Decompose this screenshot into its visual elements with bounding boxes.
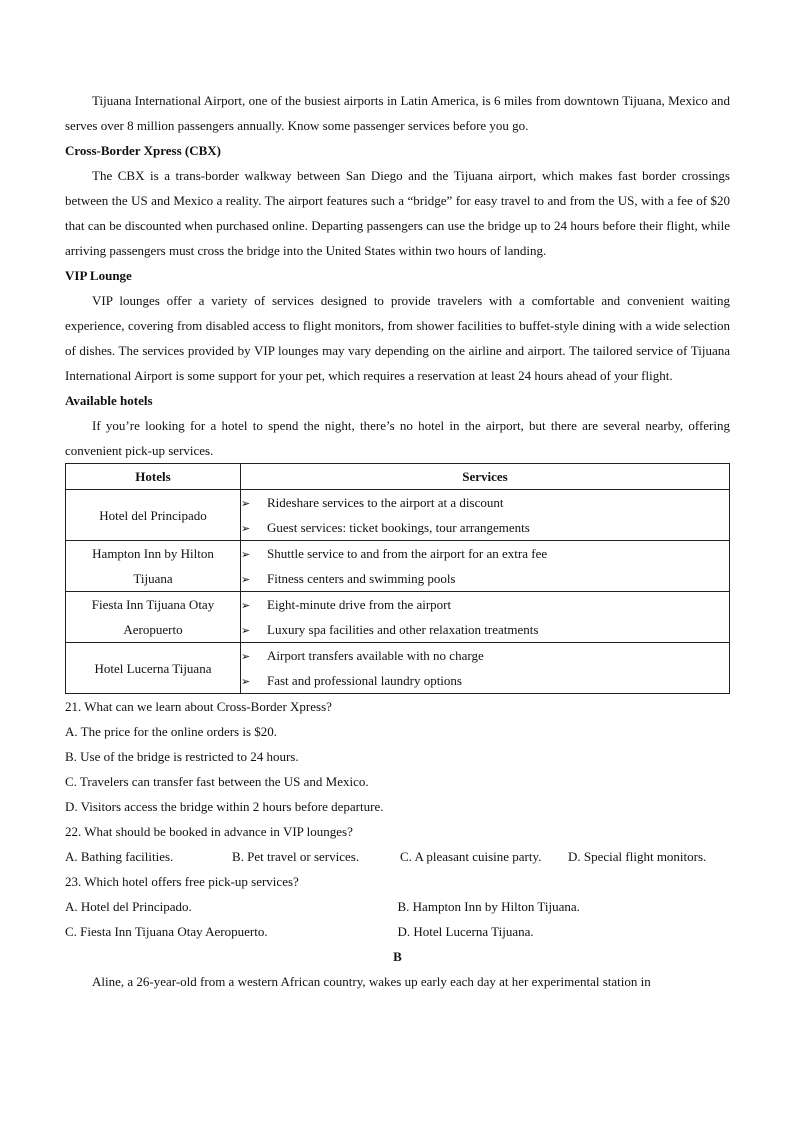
question-23-option-b: B. Hampton Inn by Hilton Tijuana. (397, 899, 580, 914)
service-text: Airport transfers available with no charge (267, 648, 484, 663)
hotel-name-text: Hampton Inn by Hilton Tijuana (92, 546, 214, 586)
table-row (66, 592, 730, 643)
question-23-options-row2 (65, 919, 730, 944)
intro-paragraph: Tijuana International Airport, one of the busiest airports in Latin America, is 6 miles from downtown Tijuana, Mexico and serves over 8 million passengers annually. Know some passenger services before you go. (65, 93, 730, 133)
hotel-name (66, 592, 241, 643)
service-text: Fitness centers and swimming pools (267, 571, 456, 586)
question-21-option-c: C. Travelers can transfer fast between the US and Mexico. (65, 774, 369, 789)
arrow-bullet-icon: ➢ (241, 650, 251, 663)
service-item (241, 490, 729, 515)
table-header-row (66, 464, 730, 490)
table-row (66, 643, 730, 694)
hotel-name-text: Fiesta Inn Tijuana Otay Aeropuerto (91, 597, 215, 637)
question-22-option-c: C. A pleasant cuisine party. (400, 849, 542, 864)
section-body-vip: VIP lounges offer a variety of services designed to provide travelers with a comfortable and convenient waiting experience, covering from disabled access to flight monitors, from shower facilities to buffet-style dining with a wide selection of dishes. The services provided by VIP lounges may vary depending on the airline and airport. The tailored service of Tijuana International Airport is some support for your pet, which requires a reservation at least 24 hours ahead of your flight. (65, 293, 730, 383)
passage-b-start: Aline, a 26-year-old from a western African country, wakes up early each day at her experimental station in (92, 974, 651, 989)
question-23-option-c: C. Fiesta Inn Tijuana Otay Aeropuerto. (65, 924, 268, 939)
question-22-option-b: B. Pet travel or services. (232, 849, 360, 864)
arrow-bullet-icon: ➢ (241, 522, 251, 535)
hotel-name: Hotel del Principado (66, 490, 241, 541)
header-services: Services (241, 464, 730, 490)
hotel-name: Hotel Lucerna Tijuana (66, 643, 241, 694)
hotels-table (65, 463, 730, 694)
service-item (241, 541, 729, 566)
service-text: Fast and professional laundry options (267, 673, 462, 688)
service-item (241, 668, 729, 693)
hotel-services (241, 592, 730, 643)
section-heading-hotels: Available hotels (65, 393, 153, 408)
service-item (241, 592, 729, 617)
question-22-options (65, 844, 730, 869)
service-text: Guest services: ticket bookings, tour arrangements (267, 520, 530, 535)
arrow-bullet-icon: ➢ (241, 548, 251, 561)
section-body-hotels: If you’re looking for a hotel to spend the night, there’s no hotel in the airport, but there are several nearby, offering convenient pick-up services. (65, 418, 730, 458)
question-22-option-d: D. Special flight monitors. (568, 849, 707, 864)
question-22-option-a: A. Bathing facilities. (65, 849, 174, 864)
table-row (66, 541, 730, 592)
hotel-services (241, 490, 730, 541)
arrow-bullet-icon: ➢ (241, 675, 251, 688)
table-row (66, 490, 730, 541)
question-21-stem: 21. What can we learn about Cross-Border Xpress? (65, 699, 332, 714)
arrow-bullet-icon: ➢ (241, 497, 251, 510)
section-heading-cbx: Cross-Border Xpress (CBX) (65, 143, 221, 158)
exam-page (65, 88, 730, 994)
header-hotels: Hotels (66, 464, 241, 490)
question-21-option-d: D. Visitors access the bridge within 2 hours before departure. (65, 799, 384, 814)
question-21-option-a: A. The price for the online orders is $20. (65, 724, 278, 739)
service-item (241, 643, 729, 668)
question-23-option-d: D. Hotel Lucerna Tijuana. (397, 924, 534, 939)
service-text: Shuttle service to and from the airport for an extra fee (267, 546, 548, 561)
service-item (241, 617, 729, 642)
service-text: Eight-minute drive from the airport (267, 597, 452, 612)
arrow-bullet-icon: ➢ (241, 624, 251, 637)
question-21-option-b: B. Use of the bridge is restricted to 24 hours. (65, 749, 299, 764)
arrow-bullet-icon: ➢ (241, 573, 251, 586)
question-22-stem: 22. What should be booked in advance in VIP lounges? (65, 824, 353, 839)
section-heading-vip: VIP Lounge (65, 268, 132, 283)
hotel-services (241, 643, 730, 694)
service-item (241, 515, 729, 540)
section-label-b: B (393, 949, 402, 964)
service-text: Rideshare services to the airport at a discount (267, 495, 504, 510)
question-23-stem: 23. Which hotel offers free pick-up services? (65, 874, 299, 889)
question-23-options-row1 (65, 894, 730, 919)
question-23-option-a: A. Hotel del Principado. (65, 899, 192, 914)
section-body-cbx: The CBX is a trans-border walkway between San Diego and the Tijuana airport, which makes fast border crossings between the US and Mexico a reality. The airport features such a “bridge” for easy travel to and from the US, with a fee of $20 that can be discounted when purchased online. Departing passengers can use the bridge up to 24 hours before their flight, while arriving passengers must cross the bridge into the United States within two hours of landing. (65, 168, 730, 258)
service-text: Luxury spa facilities and other relaxation treatments (267, 622, 539, 637)
service-item (241, 566, 729, 591)
arrow-bullet-icon: ➢ (241, 599, 251, 612)
hotel-services (241, 541, 730, 592)
hotel-name (66, 541, 241, 592)
